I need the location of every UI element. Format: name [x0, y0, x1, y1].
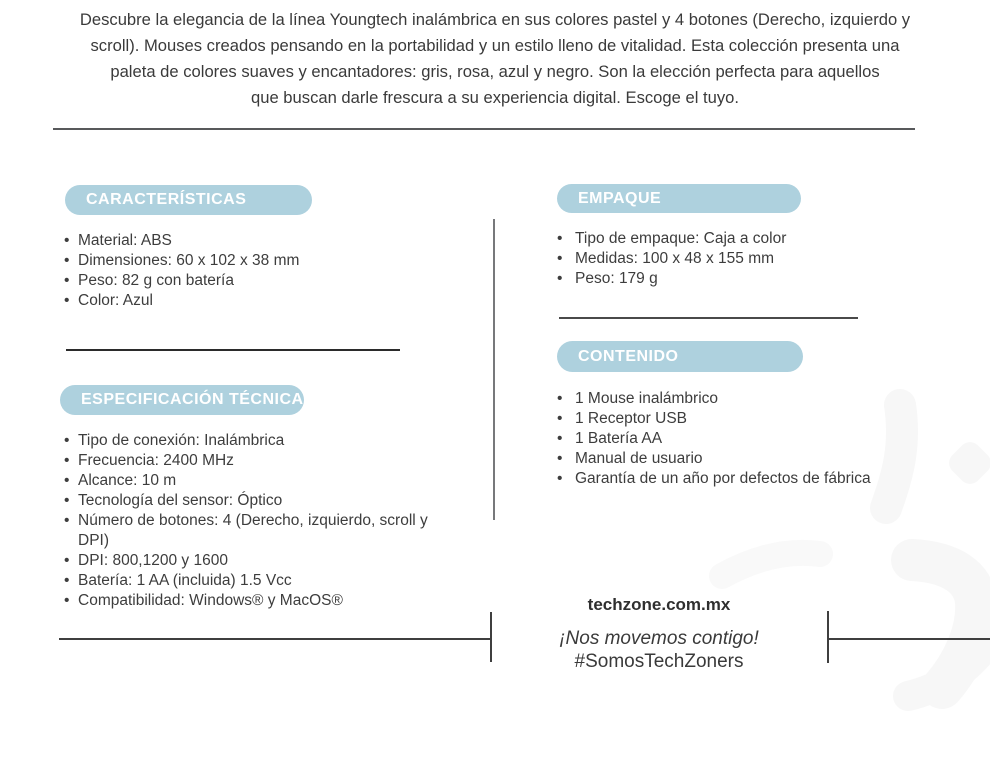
footer-line-right [827, 638, 990, 640]
footer-slogan: ¡Nos movemos contigo! [559, 628, 759, 649]
footer-hashtag: #SomosTechZoners [574, 651, 744, 672]
description-line: Descubre la elegancia de la línea Youngtech inalámbrica en sus colores pastel y 4 botones (Derecho, izquierdo y [79, 10, 911, 29]
especificacion-item: • Tecnología del sensor: Óptico [64, 491, 432, 511]
caracteristicas-item: • Peso: 82 g con batería [64, 271, 464, 291]
product-description [0, 7, 990, 111]
especificacion-item: • Número de botones: 4 (Derecho, izquierdo, scroll y DPI) [64, 511, 432, 551]
footer-line-left [59, 638, 490, 640]
empaque-item: • Medidas: 100 x 48 x 155 mm [557, 249, 967, 269]
description-line: scroll). Mouses creados pensando en la portabilidad y un estilo lleno de vitalidad. Esta colección presenta una [90, 36, 900, 55]
contenido-item: • Manual de usuario [557, 449, 977, 469]
section-header-contenido: CONTENIDO [557, 341, 803, 372]
divider-top [53, 128, 915, 130]
divider-vertical [493, 219, 495, 520]
section-header-empaque: EMPAQUE [557, 184, 801, 213]
contenido-item: • 1 Receptor USB [557, 409, 977, 429]
contenido-item: • 1 Mouse inalámbrico [557, 389, 977, 409]
description-line: paleta de colores suaves y encantadores: gris, rosa, azul y negro. Son la elección perfecta para aquellos [110, 62, 880, 81]
contenido-list [557, 389, 977, 489]
especificacion-item: • DPI: 800,1200 y 1600 [64, 551, 432, 571]
divider-right-column [559, 317, 858, 319]
especificacion-item: • Tipo de conexión: Inalámbrica [64, 431, 432, 451]
footer-website: techzone.com.mx [587, 595, 731, 614]
caracteristicas-list [64, 231, 464, 311]
especificacion-item: • Alcance: 10 m [64, 471, 432, 491]
empaque-item: • Peso: 179 g [557, 269, 967, 289]
caracteristicas-item: • Dimensiones: 60 x 102 x 38 mm [64, 251, 464, 271]
section-header-caracteristicas: CARACTERÍSTICAS [65, 185, 312, 215]
section-header-especificacion-tecnica: ESPECIFICACIÓN TÉCNICA [60, 385, 304, 415]
divider-left-column [66, 349, 400, 351]
contenido-item: • Garantía de un año por defectos de fábrica [557, 469, 977, 489]
especificacion-item: • Compatibilidad: Windows® y MacOS® [64, 591, 432, 611]
especificacion-item: • Batería: 1 AA (incluida) 1.5 Vcc [64, 571, 432, 591]
description-line: que buscan darle frescura a su experiencia digital. Escoge el tuyo. [251, 88, 739, 107]
empaque-list [557, 229, 967, 289]
caracteristicas-item: • Color: Azul [64, 291, 464, 311]
caracteristicas-item: • Material: ABS [64, 231, 464, 251]
contenido-item: • 1 Batería AA [557, 429, 977, 449]
especificacion-item: • Frecuencia: 2400 MHz [64, 451, 432, 471]
especificacion-tecnica-list [64, 431, 432, 611]
empaque-item: • Tipo de empaque: Caja a color [557, 229, 967, 249]
